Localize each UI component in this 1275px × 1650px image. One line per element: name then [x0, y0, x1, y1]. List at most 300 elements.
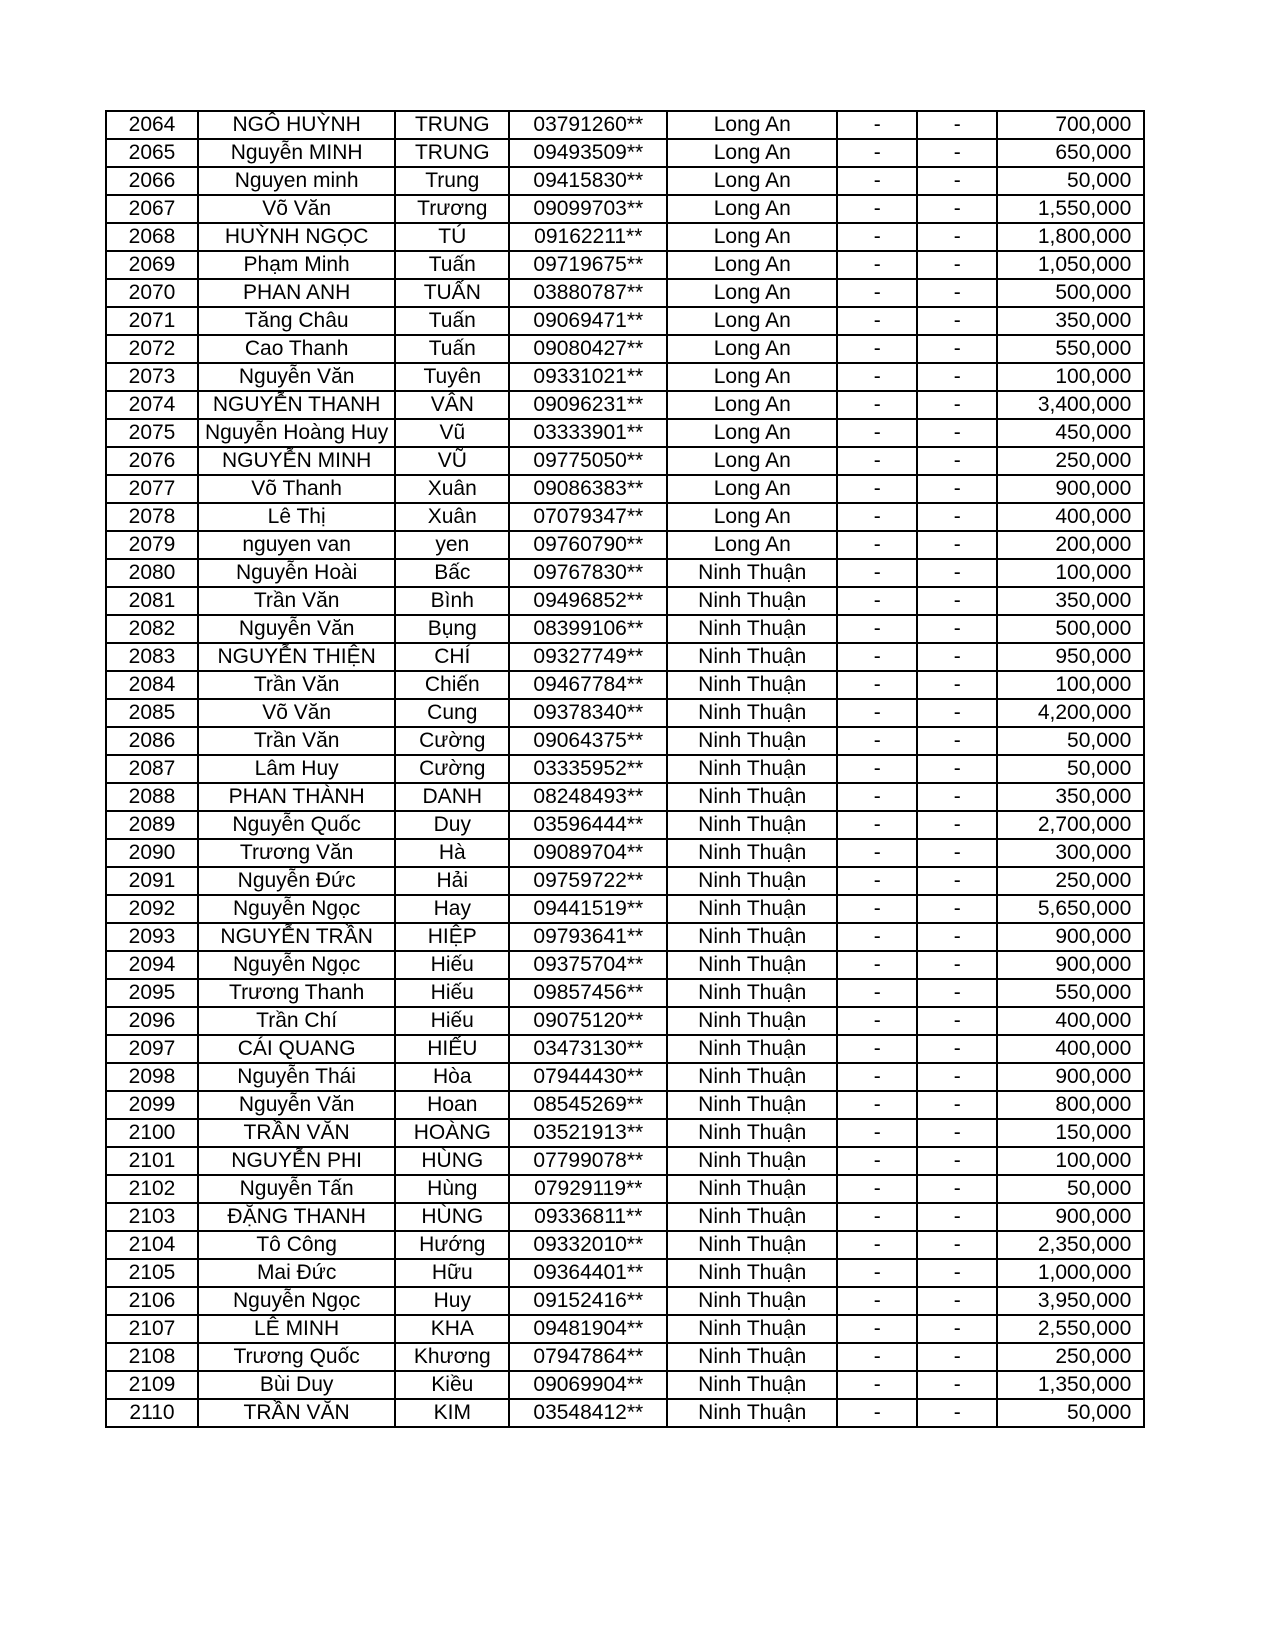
- dash-cell-2: -: [917, 1035, 997, 1063]
- amount-cell: 100,000: [997, 1147, 1144, 1175]
- dash-cell-2: -: [917, 1175, 997, 1203]
- phone-cell: 07799078**: [509, 1147, 667, 1175]
- given-name-cell: Hay: [395, 895, 509, 923]
- province-cell: Ninh Thuận: [667, 1399, 837, 1427]
- row-number-cell: 2099: [106, 1091, 198, 1119]
- given-name-cell: Tuấn: [395, 307, 509, 335]
- phone-cell: 09069904**: [509, 1371, 667, 1399]
- dash-cell-2: -: [917, 139, 997, 167]
- dash-cell-2: -: [917, 755, 997, 783]
- province-cell: Ninh Thuận: [667, 615, 837, 643]
- given-name-cell: HIỆP: [395, 923, 509, 951]
- dash-cell-1: -: [837, 251, 917, 279]
- dash-cell-2: -: [917, 447, 997, 475]
- table-row: [106, 503, 1144, 531]
- province-cell: Long An: [667, 195, 837, 223]
- phone-cell: 03596444**: [509, 811, 667, 839]
- table-row: [106, 363, 1144, 391]
- table-row: [106, 139, 1144, 167]
- amount-cell: 2,350,000: [997, 1231, 1144, 1259]
- dash-cell-2: -: [917, 895, 997, 923]
- province-cell: Ninh Thuận: [667, 1343, 837, 1371]
- phone-cell: 09336811**: [509, 1203, 667, 1231]
- dash-cell-1: -: [837, 1035, 917, 1063]
- amount-cell: 350,000: [997, 587, 1144, 615]
- province-cell: Ninh Thuận: [667, 951, 837, 979]
- amount-cell: 2,700,000: [997, 811, 1144, 839]
- phone-cell: 09481904**: [509, 1315, 667, 1343]
- dash-cell-2: -: [917, 1371, 997, 1399]
- row-number-cell: 2108: [106, 1343, 198, 1371]
- donation-table: [105, 110, 1145, 1428]
- amount-cell: 50,000: [997, 755, 1144, 783]
- province-cell: Long An: [667, 335, 837, 363]
- dash-cell-2: -: [917, 1231, 997, 1259]
- dash-cell-2: -: [917, 559, 997, 587]
- dash-cell-1: -: [837, 1175, 917, 1203]
- given-name-cell: Xuân: [395, 475, 509, 503]
- table-row: [106, 1371, 1144, 1399]
- given-name-cell: Tuấn: [395, 251, 509, 279]
- table-row: [106, 839, 1144, 867]
- surname-cell: PHAN THÀNH: [198, 783, 395, 811]
- amount-cell: 50,000: [997, 167, 1144, 195]
- row-number-cell: 2088: [106, 783, 198, 811]
- dash-cell-1: -: [837, 699, 917, 727]
- surname-cell: Võ Văn: [198, 195, 395, 223]
- table-row: [106, 195, 1144, 223]
- province-cell: Ninh Thuận: [667, 783, 837, 811]
- phone-cell: 09719675**: [509, 251, 667, 279]
- surname-cell: NGUYỄN MINH: [198, 447, 395, 475]
- phone-cell: 03335952**: [509, 755, 667, 783]
- amount-cell: 950,000: [997, 643, 1144, 671]
- phone-cell: 03791260**: [509, 111, 667, 139]
- amount-cell: 200,000: [997, 531, 1144, 559]
- row-number-cell: 2067: [106, 195, 198, 223]
- given-name-cell: Hiếu: [395, 951, 509, 979]
- dash-cell-2: -: [917, 1315, 997, 1343]
- amount-cell: 900,000: [997, 1063, 1144, 1091]
- phone-cell: 09332010**: [509, 1231, 667, 1259]
- given-name-cell: VŨ: [395, 447, 509, 475]
- dash-cell-1: -: [837, 587, 917, 615]
- row-number-cell: 2089: [106, 811, 198, 839]
- table-row: [106, 1343, 1144, 1371]
- row-number-cell: 2084: [106, 671, 198, 699]
- amount-cell: 150,000: [997, 1119, 1144, 1147]
- given-name-cell: HÙNG: [395, 1147, 509, 1175]
- surname-cell: Nguyễn Hoài: [198, 559, 395, 587]
- phone-cell: 03333901**: [509, 419, 667, 447]
- phone-cell: 09152416**: [509, 1287, 667, 1315]
- given-name-cell: HÙNG: [395, 1203, 509, 1231]
- surname-cell: Nguyễn Quốc: [198, 811, 395, 839]
- row-number-cell: 2068: [106, 223, 198, 251]
- phone-cell: 09086383**: [509, 475, 667, 503]
- amount-cell: 3,950,000: [997, 1287, 1144, 1315]
- table-row: [106, 979, 1144, 1007]
- dash-cell-1: -: [837, 1119, 917, 1147]
- province-cell: Ninh Thuận: [667, 1203, 837, 1231]
- dash-cell-1: -: [837, 195, 917, 223]
- given-name-cell: TRUNG: [395, 139, 509, 167]
- row-number-cell: 2100: [106, 1119, 198, 1147]
- phone-cell: 03521913**: [509, 1119, 667, 1147]
- dash-cell-1: -: [837, 755, 917, 783]
- province-cell: Ninh Thuận: [667, 587, 837, 615]
- given-name-cell: yen: [395, 531, 509, 559]
- surname-cell: Trương Văn: [198, 839, 395, 867]
- table-row: [106, 1035, 1144, 1063]
- row-number-cell: 2104: [106, 1231, 198, 1259]
- amount-cell: 350,000: [997, 307, 1144, 335]
- table-row: [106, 867, 1144, 895]
- given-name-cell: Hiếu: [395, 979, 509, 1007]
- row-number-cell: 2069: [106, 251, 198, 279]
- phone-cell: 09493509**: [509, 139, 667, 167]
- dash-cell-2: -: [917, 1399, 997, 1427]
- surname-cell: Nguyễn MINH: [198, 139, 395, 167]
- surname-cell: NGUYỄN THANH: [198, 391, 395, 419]
- given-name-cell: TUẤN: [395, 279, 509, 307]
- province-cell: Ninh Thuận: [667, 1035, 837, 1063]
- given-name-cell: Kiều: [395, 1371, 509, 1399]
- given-name-cell: Hiếu: [395, 1007, 509, 1035]
- row-number-cell: 2072: [106, 335, 198, 363]
- phone-cell: 09327749**: [509, 643, 667, 671]
- surname-cell: ĐẶNG THANH: [198, 1203, 395, 1231]
- phone-cell: 09767830**: [509, 559, 667, 587]
- table-row: [106, 1007, 1144, 1035]
- dash-cell-1: -: [837, 1231, 917, 1259]
- row-number-cell: 2102: [106, 1175, 198, 1203]
- phone-cell: 09441519**: [509, 895, 667, 923]
- amount-cell: 3,400,000: [997, 391, 1144, 419]
- dash-cell-2: -: [917, 279, 997, 307]
- province-cell: Ninh Thuận: [667, 1231, 837, 1259]
- dash-cell-1: -: [837, 447, 917, 475]
- table-row: [106, 167, 1144, 195]
- surname-cell: Cao Thanh: [198, 335, 395, 363]
- given-name-cell: HOÀNG: [395, 1119, 509, 1147]
- surname-cell: Nguyễn Thái: [198, 1063, 395, 1091]
- table-row: [106, 447, 1144, 475]
- table-row: [106, 1259, 1144, 1287]
- row-number-cell: 2079: [106, 531, 198, 559]
- amount-cell: 400,000: [997, 503, 1144, 531]
- table-row: [106, 727, 1144, 755]
- row-number-cell: 2091: [106, 867, 198, 895]
- amount-cell: 1,050,000: [997, 251, 1144, 279]
- table-row: [106, 279, 1144, 307]
- phone-cell: 09069471**: [509, 307, 667, 335]
- surname-cell: Nguyễn Đức: [198, 867, 395, 895]
- dash-cell-1: -: [837, 531, 917, 559]
- dash-cell-1: -: [837, 167, 917, 195]
- phone-cell: 09775050**: [509, 447, 667, 475]
- row-number-cell: 2071: [106, 307, 198, 335]
- province-cell: Ninh Thuận: [667, 1175, 837, 1203]
- surname-cell: CÁI QUANG: [198, 1035, 395, 1063]
- province-cell: Ninh Thuận: [667, 839, 837, 867]
- phone-cell: 09162211**: [509, 223, 667, 251]
- dash-cell-1: -: [837, 811, 917, 839]
- row-number-cell: 2109: [106, 1371, 198, 1399]
- amount-cell: 1,000,000: [997, 1259, 1144, 1287]
- given-name-cell: KIM: [395, 1399, 509, 1427]
- dash-cell-2: -: [917, 1343, 997, 1371]
- row-number-cell: 2070: [106, 279, 198, 307]
- province-cell: Long An: [667, 279, 837, 307]
- row-number-cell: 2090: [106, 839, 198, 867]
- surname-cell: Trần Văn: [198, 671, 395, 699]
- dash-cell-2: -: [917, 671, 997, 699]
- dash-cell-1: -: [837, 391, 917, 419]
- table-row: [106, 307, 1144, 335]
- phone-cell: 09080427**: [509, 335, 667, 363]
- dash-cell-2: -: [917, 363, 997, 391]
- dash-cell-2: -: [917, 419, 997, 447]
- phone-cell: 03880787**: [509, 279, 667, 307]
- surname-cell: NGUYỄN THIỆN: [198, 643, 395, 671]
- phone-cell: 09075120**: [509, 1007, 667, 1035]
- row-number-cell: 2107: [106, 1315, 198, 1343]
- row-number-cell: 2098: [106, 1063, 198, 1091]
- surname-cell: Võ Văn: [198, 699, 395, 727]
- surname-cell: Nguyễn Tấn: [198, 1175, 395, 1203]
- dash-cell-1: -: [837, 615, 917, 643]
- province-cell: Ninh Thuận: [667, 1007, 837, 1035]
- dash-cell-1: -: [837, 1315, 917, 1343]
- amount-cell: 400,000: [997, 1035, 1144, 1063]
- dash-cell-1: -: [837, 559, 917, 587]
- given-name-cell: HIẾU: [395, 1035, 509, 1063]
- phone-cell: 09857456**: [509, 979, 667, 1007]
- surname-cell: Nguyễn Văn: [198, 1091, 395, 1119]
- given-name-cell: Tuyên: [395, 363, 509, 391]
- amount-cell: 1,800,000: [997, 223, 1144, 251]
- dash-cell-2: -: [917, 979, 997, 1007]
- surname-cell: Nguyen minh: [198, 167, 395, 195]
- row-number-cell: 2086: [106, 727, 198, 755]
- amount-cell: 900,000: [997, 1203, 1144, 1231]
- surname-cell: NGUYỄN PHI: [198, 1147, 395, 1175]
- row-number-cell: 2095: [106, 979, 198, 1007]
- province-cell: Ninh Thuận: [667, 559, 837, 587]
- row-number-cell: 2110: [106, 1399, 198, 1427]
- given-name-cell: Xuân: [395, 503, 509, 531]
- dash-cell-2: -: [917, 727, 997, 755]
- province-cell: Ninh Thuận: [667, 895, 837, 923]
- row-number-cell: 2078: [106, 503, 198, 531]
- row-number-cell: 2073: [106, 363, 198, 391]
- phone-cell: 09099703**: [509, 195, 667, 223]
- table-row: [106, 1147, 1144, 1175]
- dash-cell-2: -: [917, 587, 997, 615]
- given-name-cell: DANH: [395, 783, 509, 811]
- dash-cell-1: -: [837, 1399, 917, 1427]
- given-name-cell: Hướng: [395, 1231, 509, 1259]
- row-number-cell: 2080: [106, 559, 198, 587]
- dash-cell-2: -: [917, 951, 997, 979]
- table-row: [106, 923, 1144, 951]
- amount-cell: 550,000: [997, 979, 1144, 1007]
- dash-cell-2: -: [917, 195, 997, 223]
- province-cell: Long An: [667, 251, 837, 279]
- dash-cell-2: -: [917, 475, 997, 503]
- dash-cell-2: -: [917, 1119, 997, 1147]
- table-row: [106, 783, 1144, 811]
- amount-cell: 400,000: [997, 1007, 1144, 1035]
- dash-cell-2: -: [917, 167, 997, 195]
- given-name-cell: TRUNG: [395, 111, 509, 139]
- row-number-cell: 2074: [106, 391, 198, 419]
- amount-cell: 550,000: [997, 335, 1144, 363]
- table-row: [106, 951, 1144, 979]
- phone-cell: 09760790**: [509, 531, 667, 559]
- province-cell: Long An: [667, 503, 837, 531]
- dash-cell-2: -: [917, 1203, 997, 1231]
- table-row: [106, 615, 1144, 643]
- amount-cell: 50,000: [997, 1399, 1144, 1427]
- amount-cell: 1,350,000: [997, 1371, 1144, 1399]
- province-cell: Long An: [667, 111, 837, 139]
- dash-cell-1: -: [837, 111, 917, 139]
- amount-cell: 100,000: [997, 559, 1144, 587]
- amount-cell: 100,000: [997, 671, 1144, 699]
- dash-cell-1: -: [837, 1203, 917, 1231]
- amount-cell: 350,000: [997, 783, 1144, 811]
- given-name-cell: Huy: [395, 1287, 509, 1315]
- surname-cell: Nguyễn Văn: [198, 615, 395, 643]
- dash-cell-2: -: [917, 391, 997, 419]
- given-name-cell: Duy: [395, 811, 509, 839]
- province-cell: Long An: [667, 307, 837, 335]
- dash-cell-2: -: [917, 699, 997, 727]
- table-row: [106, 1175, 1144, 1203]
- dash-cell-1: -: [837, 307, 917, 335]
- row-number-cell: 2105: [106, 1259, 198, 1287]
- given-name-cell: Trung: [395, 167, 509, 195]
- phone-cell: 08248493**: [509, 783, 667, 811]
- row-number-cell: 2081: [106, 587, 198, 615]
- surname-cell: Trần Văn: [198, 727, 395, 755]
- province-cell: Ninh Thuận: [667, 1371, 837, 1399]
- surname-cell: Trần Văn: [198, 587, 395, 615]
- phone-cell: 03473130**: [509, 1035, 667, 1063]
- dash-cell-1: -: [837, 643, 917, 671]
- province-cell: Ninh Thuận: [667, 1287, 837, 1315]
- table-row: [106, 671, 1144, 699]
- table-row: [106, 223, 1144, 251]
- dash-cell-2: -: [917, 503, 997, 531]
- row-number-cell: 2076: [106, 447, 198, 475]
- given-name-cell: Hoan: [395, 1091, 509, 1119]
- dash-cell-2: -: [917, 1091, 997, 1119]
- amount-cell: 700,000: [997, 111, 1144, 139]
- province-cell: Ninh Thuận: [667, 811, 837, 839]
- dash-cell-2: -: [917, 1287, 997, 1315]
- phone-cell: 03548412**: [509, 1399, 667, 1427]
- province-cell: Long An: [667, 167, 837, 195]
- amount-cell: 250,000: [997, 447, 1144, 475]
- dash-cell-1: -: [837, 951, 917, 979]
- phone-cell: 09793641**: [509, 923, 667, 951]
- dash-cell-1: -: [837, 1063, 917, 1091]
- table-row: [106, 111, 1144, 139]
- province-cell: Ninh Thuận: [667, 1315, 837, 1343]
- dash-cell-2: -: [917, 1007, 997, 1035]
- dash-cell-2: -: [917, 307, 997, 335]
- amount-cell: 900,000: [997, 951, 1144, 979]
- surname-cell: PHAN ANH: [198, 279, 395, 307]
- surname-cell: Mai Đức: [198, 1259, 395, 1287]
- table-row: [106, 1091, 1144, 1119]
- dash-cell-1: -: [837, 923, 917, 951]
- row-number-cell: 2085: [106, 699, 198, 727]
- given-name-cell: Chiến: [395, 671, 509, 699]
- amount-cell: 50,000: [997, 727, 1144, 755]
- province-cell: Ninh Thuận: [667, 1259, 837, 1287]
- table-row: [106, 643, 1144, 671]
- row-number-cell: 2075: [106, 419, 198, 447]
- dash-cell-1: -: [837, 335, 917, 363]
- surname-cell: Tăng Châu: [198, 307, 395, 335]
- row-number-cell: 2077: [106, 475, 198, 503]
- surname-cell: Bùi Duy: [198, 1371, 395, 1399]
- surname-cell: Trần Chí: [198, 1007, 395, 1035]
- province-cell: Ninh Thuận: [667, 1119, 837, 1147]
- province-cell: Ninh Thuận: [667, 1147, 837, 1175]
- surname-cell: LÊ MINH: [198, 1315, 395, 1343]
- amount-cell: 500,000: [997, 615, 1144, 643]
- dash-cell-2: -: [917, 615, 997, 643]
- dash-cell-1: -: [837, 279, 917, 307]
- surname-cell: Nguyễn Hoàng Huy: [198, 419, 395, 447]
- table-row: [106, 755, 1144, 783]
- phone-cell: 09378340**: [509, 699, 667, 727]
- province-cell: Ninh Thuận: [667, 727, 837, 755]
- row-number-cell: 2083: [106, 643, 198, 671]
- given-name-cell: Hà: [395, 839, 509, 867]
- province-cell: Ninh Thuận: [667, 755, 837, 783]
- table-row: [106, 895, 1144, 923]
- phone-cell: 08545269**: [509, 1091, 667, 1119]
- amount-cell: 900,000: [997, 475, 1144, 503]
- row-number-cell: 2082: [106, 615, 198, 643]
- phone-cell: 09496852**: [509, 587, 667, 615]
- given-name-cell: Cung: [395, 699, 509, 727]
- given-name-cell: Bấc: [395, 559, 509, 587]
- dash-cell-1: -: [837, 783, 917, 811]
- phone-cell: 09467784**: [509, 671, 667, 699]
- phone-cell: 07929119**: [509, 1175, 667, 1203]
- given-name-cell: Hải: [395, 867, 509, 895]
- table-row: [106, 475, 1144, 503]
- phone-cell: 09064375**: [509, 727, 667, 755]
- phone-cell: 08399106**: [509, 615, 667, 643]
- table-row: [106, 1231, 1144, 1259]
- dash-cell-1: -: [837, 139, 917, 167]
- dash-cell-2: -: [917, 223, 997, 251]
- surname-cell: Phạm Minh: [198, 251, 395, 279]
- table-row: [106, 251, 1144, 279]
- surname-cell: Lê Thị: [198, 503, 395, 531]
- province-cell: Long An: [667, 139, 837, 167]
- phone-cell: 09375704**: [509, 951, 667, 979]
- dash-cell-1: -: [837, 475, 917, 503]
